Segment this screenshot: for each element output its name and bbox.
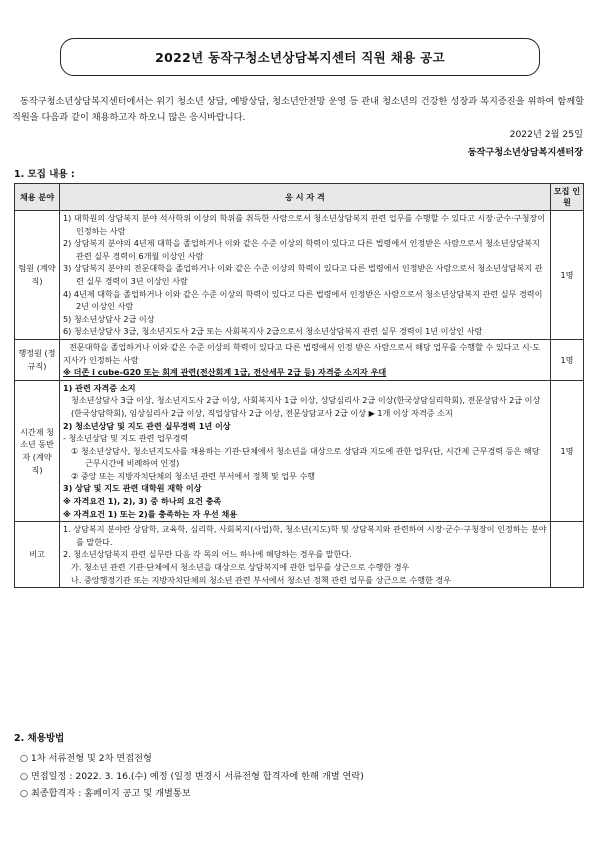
remark-2: 2. 청소년상담복지 관련 실무란 다음 각 목의 어느 하나에 해당하는 경우를 말한다. — [63, 549, 352, 560]
count-parttime: 1명 — [551, 380, 584, 522]
parttime-note-2: ※ 자격요건 1) 또는 2)를 충족하는 자 우선 채용 — [63, 508, 238, 519]
team-item: 3) 상담복지 분야의 전문대학을 졸업하거나 이와 같은 수준 이상의 학력이 있다고 다른 법령에서 인정받은 사람으로서 청소년상담복지 관련 실무 경력이 3년 이상인 사람 — [63, 263, 543, 286]
team-item: 6) 청소년상담사 3급, 청소년지도사 2급 또는 사회복지사 2급으로서 청소년상담복지 관련 실무 경력이 1년 이상인 사람 — [63, 326, 483, 337]
issuer-name: 동작구청소년상담복지센터장 — [467, 147, 583, 158]
recruitment-table — [14, 183, 584, 588]
team-item: 2) 상담복지 분야의 4년제 대학을 졸업하거나 이와 같은 수준 이상의 학력이 있다고 다른 법령에서 인정받은 사람으로서 청소년상담복지 관련 실무 경력이 6개월 이상인 사람 — [63, 238, 540, 261]
parttime-text-2: - 청소년상담 및 지도 관련 업무경력 — [63, 433, 189, 444]
table-row-parttime — [15, 380, 584, 522]
page-title: 2022년 동작구청소년상담복지센터 직원 채용 공고 — [60, 38, 540, 76]
parttime-text-2b: ② 중앙 또는 지방자치단체의 청소년 관련 부서에서 정책 및 업무 수행 — [71, 470, 316, 481]
team-item: 4) 4년제 대학을 졸업하거나 이와 같은 수준 이상의 학력이 있다고 다른 법령에서 인정받은 사람으로서 청소년상담복지 관련 실무 경력이 2년 이상인 사람 — [63, 288, 543, 312]
team-item: 5) 청소년상담사 2급 이상 — [63, 313, 155, 324]
remark-content — [60, 522, 551, 588]
table-row-admin — [15, 339, 584, 380]
qualification-parttime — [60, 380, 551, 522]
header-count: 모집 인원 — [551, 184, 584, 211]
parttime-text-1: 청소년상담사 3급 이상, 청소년지도사 2급 이상, 사회복지사 1급 이상, 상담심리사 2급 이상(한국상담심리학회), 전문상담사 2급 이상(한국상담학회), 임상심리사 2급 이상, 직업상담사 2급 이상, 전문상담교사 2급 이상 ▶ 1개 이상 자격증 소지 — [71, 395, 541, 418]
parttime-heading-2: 2) 청소년상담 및 지도 관련 실무경력 1년 이상 — [63, 420, 231, 431]
count-admin: 1명 — [551, 339, 584, 380]
list-item: ○ 최종합격자 : 홈페이지 공고 및 개별통보 — [20, 788, 191, 800]
announcement-date: 2022년 2월 25일 — [509, 129, 583, 140]
qualification-admin — [60, 339, 551, 380]
table-row-remark — [15, 522, 584, 588]
admin-text: 전문대학을 졸업하거나 이와 같은 수준 이상의 학력이 있다고 다른 법령에서 인정 받은 사람으로서 해당 업무를 수행할 수 있다고 시·도지사가 인정하는 사람 — [63, 341, 541, 365]
field-admin: 행정원 (정규직) — [15, 339, 60, 380]
field-team: 팀원 (계약직) — [15, 211, 60, 340]
parttime-heading-1: 1) 관련 자격증 소지 — [63, 382, 136, 393]
parttime-heading-3: 3) 상담 및 지도 관련 대학원 재학 이상 — [63, 483, 202, 494]
count-team: 1명 — [551, 211, 584, 340]
section-heading-method: 2. 채용방법 — [14, 733, 65, 744]
list-item: ○ 면접일정 : 2022. 3. 16.(수) 예정 (일정 변경시 서류전형 합격자에 한해 개별 연락) — [20, 770, 364, 782]
field-remark: 비고 — [15, 522, 60, 588]
table-row-team — [15, 211, 584, 340]
method-list — [20, 750, 364, 803]
remark-2a: 가. 청소년 관련 기관·단체에서 청소년을 대상으로 상담복지에 관한 업무를 상근으로 수행한 경우 — [71, 562, 410, 573]
table-header-row — [15, 184, 584, 211]
parttime-note-1: ※ 자격요건 1), 2), 3) 중 하나의 요건 충족 — [63, 496, 222, 507]
list-item: ○ 1차 서류전형 및 2차 면접전형 — [20, 753, 152, 764]
header-qualification: 응 시 자 격 — [60, 184, 551, 211]
remark-2b: 나. 중앙행정기관 또는 지방자치단체의 청소년 관련 부서에서 청소년 정책 관련 업무를 상근으로 수행한 경우 — [71, 574, 452, 585]
remark-1: 1. 상담복지 분야란 상담학, 교육학, 심리학, 사회복지(사업)학, 청소년(지도)학 및 상담복지와 관련하여 시장·군수·구청장이 인정하는 분야를 말한다. — [63, 524, 547, 547]
admin-note: ※ 더존 i cube-G20 또는 회계 관련(전산회계 1급, 전산세무 2급 등) 자격증 소지자 우대 — [63, 367, 387, 378]
count-remark — [551, 522, 584, 588]
qualification-team — [60, 211, 551, 340]
intro-paragraph: 동작구청소년상담복지센터에서는 위기 청소년 상담, 예방상담, 청소년안전망 운영 등 관내 청소년의 건강한 성장과 복지증진을 위하여 함께할 직원을 다음과 같이 채용하고자 하오니 많은 응시바랍니다. — [12, 96, 584, 123]
header-field: 채용 분야 — [15, 184, 60, 211]
section-heading-recruitment: 1. 모집 내용 : — [14, 169, 75, 180]
field-parttime: 시간제 청소년 동반자 (계약직) — [15, 380, 60, 522]
parttime-text-2a: ① 청소년상담사, 청소년지도사를 채용하는 기관·단체에서 청소년을 대상으로 상담과 지도에 관한 업무(단, 시간제 근무경력 등은 해당 근무시간에 비례하여 인정) — [71, 445, 540, 469]
team-item: 1) 대학원의 상담복지 분야 석사학위 이상의 학위를 취득한 사람으로서 청소년상담복지 관련 업무를 수행할 수 있다고 시장·군수·구청장이 인정하는 사람 — [63, 213, 546, 236]
